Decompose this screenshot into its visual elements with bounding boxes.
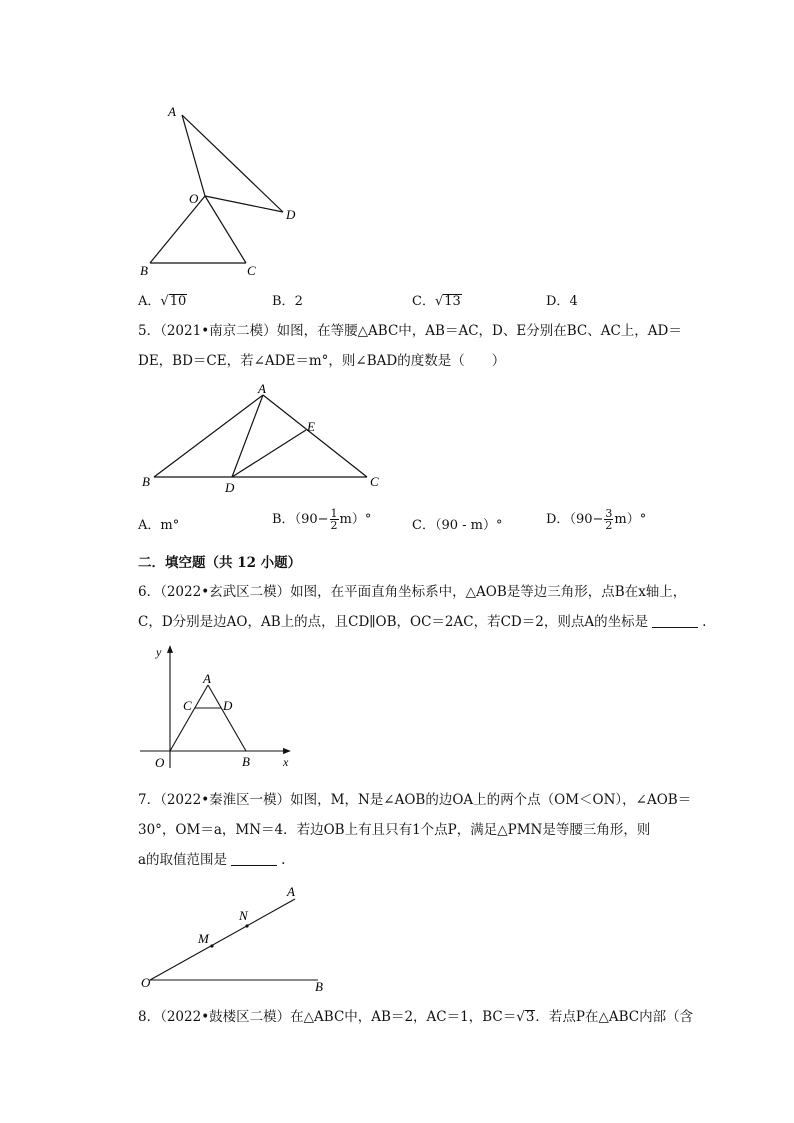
q4-option-d: D．4 — [546, 294, 578, 309]
question-8 — [138, 1002, 694, 1032]
question-7 — [138, 785, 692, 875]
q7-line-1: 7．（2022•秦淮区一模）如图，M，N是∠AOB的边OA上的两个点（OM＜ON），∠AOB＝ — [138, 792, 692, 808]
answer-blank[interactable] — [652, 613, 698, 628]
fraction: $\frac{1}{2}$ — [330, 507, 338, 532]
label-O: O — [189, 191, 199, 206]
q7-line-3: a的取值范围是 . — [138, 852, 286, 868]
sqrt-radicand: 3 — [525, 1009, 535, 1025]
segment-AB — [154, 395, 263, 477]
figure-q4 — [0, 0, 794, 300]
answer-blank[interactable] — [231, 851, 277, 866]
q7-line-2: 30°，OM＝a，MN＝4．若边OB上有且只有1个点P，满足△PMN是等腰三角形，则 — [138, 822, 651, 838]
q5-line-2: DE，BD＝CE，若∠ADE＝m°，则∠BAD的度数是（ ） — [138, 353, 506, 369]
label-D: D — [223, 698, 233, 713]
q5-option-a: A．m° — [138, 518, 180, 533]
q6-line-2: C，D分别是边AO，AB上的点，且CD∥OB，OC＝2AC，若CD＝2，则点A的坐标是 . — [138, 614, 707, 630]
segment-AB — [208, 685, 246, 751]
figure-q6 — [0, 640, 794, 780]
q5-line-1: 5．（2021•南京二模）如图，在等腰△ABC中，AB＝AC，D、E分别在BC、AC上，AD＝ — [138, 323, 682, 339]
fraction: $\frac{3}{2}$ — [605, 507, 613, 532]
label-C: C — [247, 263, 256, 278]
label-O: O — [141, 975, 151, 990]
label-M: M — [198, 931, 209, 946]
ray-OA — [150, 899, 295, 980]
label-C: C — [370, 474, 379, 489]
section-title: 二．填空题（共 12 小题） — [138, 555, 302, 571]
label-x: x — [283, 755, 289, 769]
sqrt-radicand: 10 — [169, 294, 187, 309]
label-B: B — [140, 263, 148, 278]
sqrt-radicand: 13 — [444, 294, 461, 309]
label-C: C — [183, 698, 192, 713]
q4-option-a: A．√10 — [138, 294, 187, 309]
label-A: A — [287, 884, 295, 899]
figure-q5 — [0, 380, 794, 500]
q5-option-d: D．（90− $\frac{3}{2}$ m）° — [546, 507, 647, 532]
segment-OA — [170, 685, 208, 751]
label-D: D — [286, 207, 296, 222]
segment-OB — [150, 196, 205, 263]
label-D: D — [225, 480, 235, 495]
label-B: B — [315, 979, 323, 994]
q4-option-c: C．√13 — [412, 294, 461, 309]
q4-option-b: B．2 — [272, 294, 303, 309]
segment-OD — [205, 196, 283, 212]
segment-OC — [205, 196, 246, 263]
q6-line-1: 6．（2022•玄武区二模）如图，在平面直角坐标系中，△AOB是等边三角形，点B在x轴上， — [138, 584, 687, 600]
label-B: B — [142, 474, 150, 489]
label-E: E — [307, 419, 315, 434]
label-A: A — [258, 381, 266, 396]
label-A: A — [168, 104, 176, 119]
label-O: O — [155, 755, 165, 770]
q8-line-1: 8．（2022•鼓楼区二模）在△ABC中，AB＝2，AC＝1，BC＝√3．若点P在△ABC内部（含 — [138, 1009, 694, 1025]
label-A: A — [203, 671, 211, 686]
question-5 — [138, 316, 682, 376]
label-B: B — [242, 754, 250, 769]
segment-AO — [182, 115, 205, 196]
label-N: N — [239, 908, 248, 923]
segment-DE — [232, 430, 306, 477]
q5-option-c: C．（90 - m）° — [412, 518, 503, 533]
figure-q7 — [0, 880, 794, 1000]
q5-option-b: B．（90− $\frac{1}{2}$ m）° — [272, 507, 372, 532]
point-N — [245, 924, 248, 927]
segment-AC — [263, 395, 367, 477]
question-6 — [138, 577, 707, 637]
point-M — [210, 944, 213, 947]
label-y: y — [156, 645, 162, 659]
